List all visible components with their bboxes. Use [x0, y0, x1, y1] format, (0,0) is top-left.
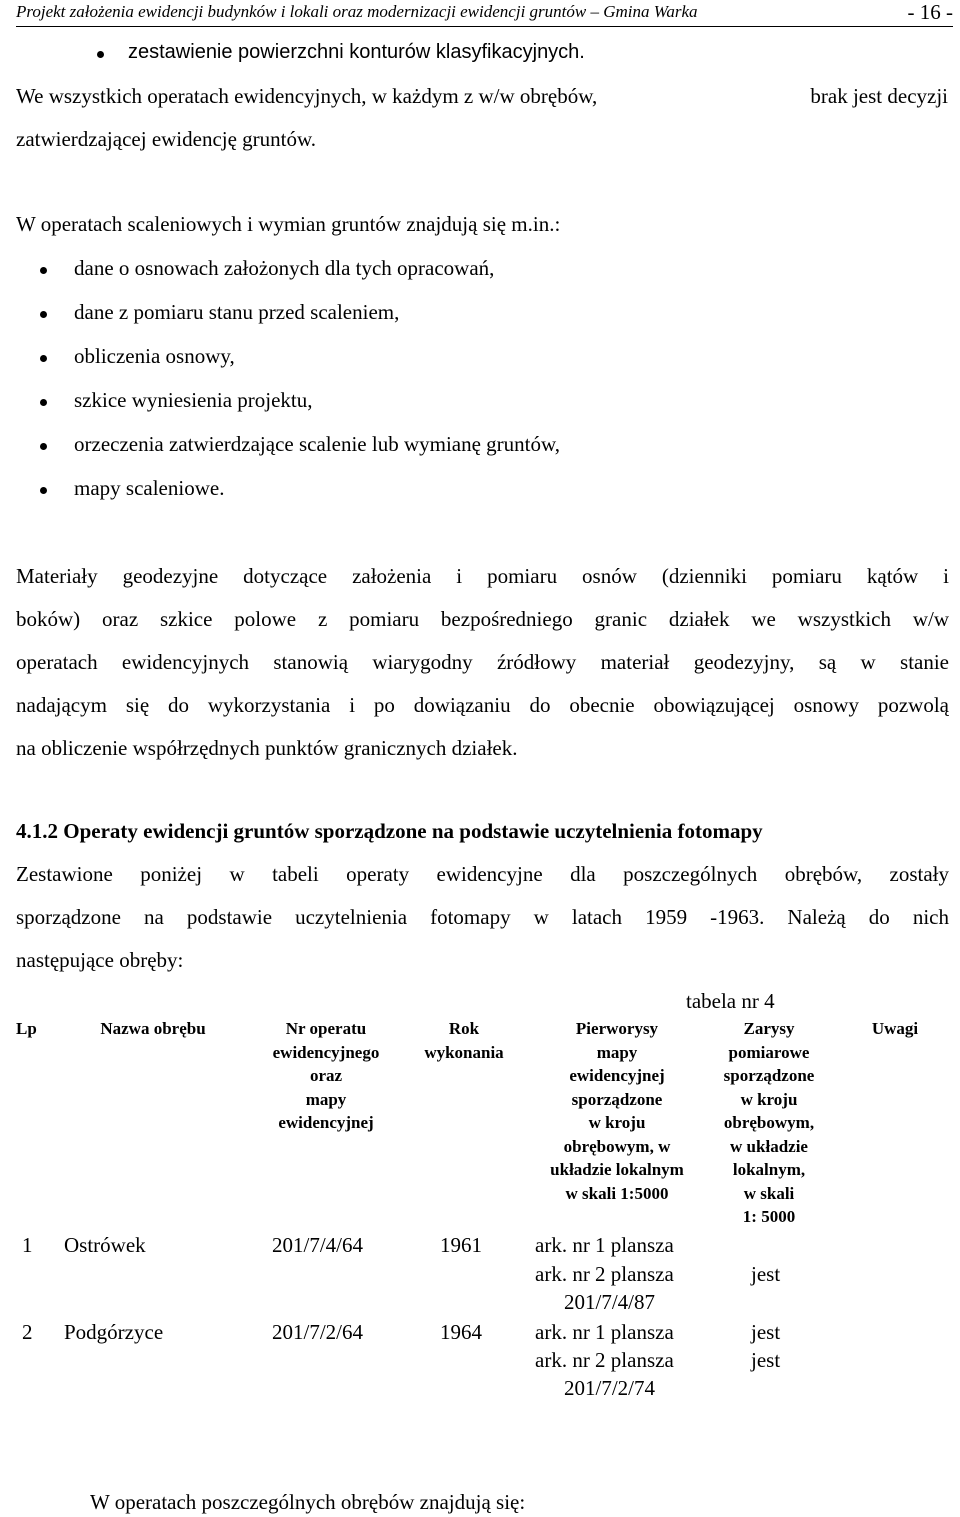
cell-operat: 201/7/4/64: [272, 1233, 364, 1257]
bullet-icon: [97, 51, 104, 58]
bullet-icon: [40, 355, 47, 362]
para1-line2: zatwierdzającej ewidencję gruntów.: [16, 127, 317, 151]
paragraph-line: nadającym się do wykorzystania i po dowiązaniu do obecnie obowiązującej osnowy pozwolą: [16, 693, 949, 717]
cell-first-maps: 201/7/2/74: [564, 1376, 656, 1400]
header-notes: Uwagi: [871, 1019, 919, 1038]
cell-first-maps: ark. nr 2 plansza: [535, 1348, 674, 1372]
header-name: Nazwa obrębu: [100, 1019, 206, 1038]
cell-lp: 2: [22, 1320, 33, 1344]
header-first-maps: Pierworysy mapy ewidencyjnej sporządzone w kroju obrębowym, w układzie lokalnym w skali 1:5000: [550, 1019, 684, 1203]
list-item: mapy scaleniowe.: [74, 476, 225, 500]
cell-outlines: jest: [751, 1320, 781, 1344]
paragraph-line: boków) oraz szkice polowe z pomiaru bezpośredniego granic działek we wszystkich w/w: [16, 607, 949, 631]
cell-name: Podgórzyce: [64, 1320, 164, 1344]
footer-intro: W operatach poszczególnych obrębów znajdują się:: [90, 1490, 526, 1514]
bullet-icon: [40, 399, 47, 406]
paragraph-line: sporządzone na podstawie uczytelnienia fotomapy w latach 1959 -1963. Należą do nich: [16, 905, 949, 929]
header-year: Rok wykonania: [424, 1019, 504, 1062]
cell-name: Ostrówek: [64, 1233, 146, 1257]
paragraph-line: Materiały geodezyjne dotyczące założenia i pomiaru osnów (dzienniki pomiaru kątów i: [16, 564, 949, 588]
cell-lp: 1: [22, 1233, 33, 1257]
section-paragraph: [16, 853, 949, 982]
list-item: szkice wyniesienia projektu,: [74, 388, 313, 412]
cell-year: 1961: [440, 1233, 482, 1257]
page-number: - 16 -: [907, 0, 953, 24]
header-title: Projekt założenia ewidencji budynków i lokali oraz modernizacji ewidencji gruntów – Gmina Warka: [16, 2, 698, 21]
page-header: [16, 0, 953, 27]
bullet-icon: [40, 311, 47, 318]
list-item: dane z pomiaru stanu przed scaleniem,: [74, 300, 400, 324]
header-operat: Nr operatu ewidencyjnego oraz mapy ewidencyjnej: [272, 1019, 380, 1132]
header-outlines: Zarysy pomiarowe sporządzone w kroju obrębowym, w układzie lokalnym, w skali 1: 5000: [723, 1019, 815, 1226]
cell-year: 1964: [440, 1320, 482, 1344]
paragraph-line: operatach ewidencyjnych stanowią wiarygodny źródłowy materiał geodezyjny, są w stanie: [16, 650, 949, 674]
scaleniowe-intro: W operatach scaleniowych i wymian gruntów znajdują się m.in.:: [16, 212, 561, 236]
cell-first-maps: 201/7/4/87: [564, 1290, 656, 1314]
bullet-icon: [40, 443, 47, 450]
list-item: orzeczenia zatwierdzające scalenie lub wymianę gruntów,: [74, 432, 561, 456]
list-item: obliczenia osnowy,: [74, 344, 235, 368]
cell-operat: 201/7/2/64: [272, 1320, 364, 1344]
paragraph-line: na obliczenie współrzędnych punktów granicznych działek.: [16, 736, 518, 760]
bullet-icon: [40, 267, 47, 274]
paragraph-line: następujące obręby:: [16, 948, 184, 972]
cell-outlines: jest: [751, 1262, 781, 1286]
cell-outlines: jest: [751, 1348, 781, 1372]
bullet-icon: [40, 487, 47, 494]
list-item: dane o osnowach założonych dla tych opracowań,: [74, 256, 495, 280]
section-heading: 4.1.2 Operaty ewidencji gruntów sporządzone na podstawie uczytelnienia fotomapy: [16, 819, 763, 843]
materials-paragraph: [16, 555, 949, 770]
cell-first-maps: ark. nr 1 plansza: [535, 1233, 674, 1257]
header-lp: Lp: [16, 1019, 37, 1038]
paragraph-line: Zestawione poniżej w tabeli operaty ewidencyjne dla poszczególnych obrębów, zostały: [16, 862, 949, 886]
top-bullet-text: zestawienie powierzchni konturów klasyfikacyjnych.: [128, 41, 585, 63]
cell-first-maps: ark. nr 2 plansza: [535, 1262, 674, 1286]
table-caption: tabela nr 4: [686, 989, 775, 1013]
cell-first-maps: ark. nr 1 plansza: [535, 1320, 674, 1344]
para1-line1-left: We wszystkich operatach ewidencyjnych, w każdym z w/w obrębów,: [16, 84, 598, 108]
para1-line1-right: brak jest decyzji: [810, 84, 948, 108]
